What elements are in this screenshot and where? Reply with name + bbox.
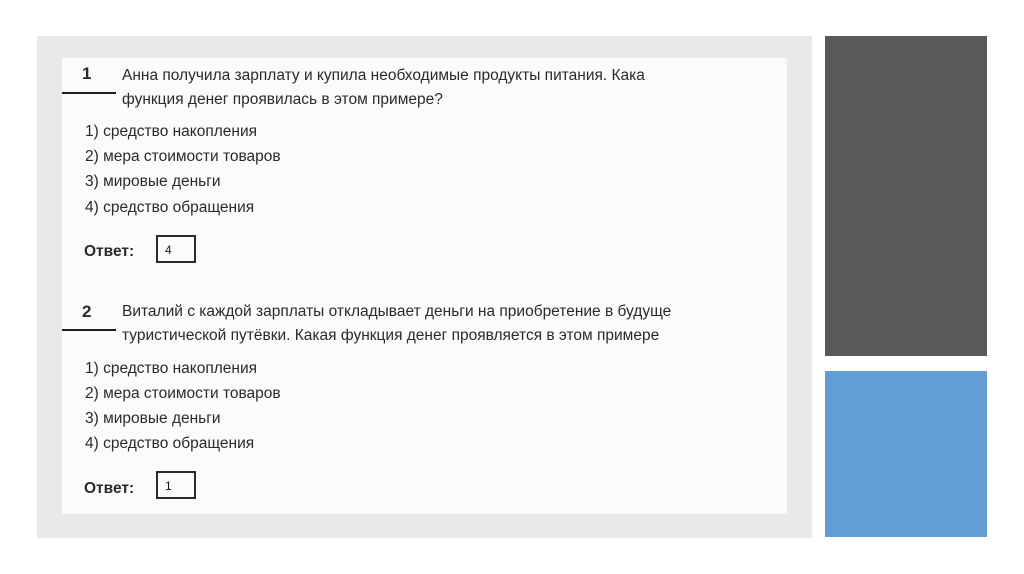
worksheet-image xyxy=(62,58,787,514)
question-1-rule xyxy=(62,92,116,94)
decorative-blue-panel xyxy=(825,371,987,537)
decorative-dark-panel xyxy=(825,36,987,356)
question-1-text-line-2: функция денег проявилась в этом примере? xyxy=(122,91,443,108)
question-2-option-2: 2) мера стоимости товаров xyxy=(85,385,281,402)
question-1-answer-box xyxy=(156,235,196,263)
question-2-rule xyxy=(62,329,116,331)
question-2-answer-value: 1 xyxy=(165,479,172,493)
question-1-answer-value: 4 xyxy=(165,243,172,257)
question-2-option-1: 1) средство накопления xyxy=(85,360,258,377)
question-1-number: 1 xyxy=(82,64,92,83)
question-2-number: 2 xyxy=(82,302,92,321)
question-2-option-4: 4) средство обращения xyxy=(85,435,255,452)
question-1-answer-label: Ответ: xyxy=(84,243,135,260)
question-1-option-4: 4) средство обращения xyxy=(85,199,255,216)
question-1-option-3: 3) мировые деньги xyxy=(85,173,221,190)
question-1-text-line-1: Анна получила зарплату и купила необходимые продукты питания. Кака xyxy=(122,67,645,84)
question-2-text-line-2: туристической путёвки. Какая функция денег проявляется в этом примере xyxy=(122,327,660,344)
question-2-answer-box xyxy=(156,471,196,499)
question-2-answer-label: Ответ: xyxy=(84,480,135,497)
question-2-text-line-1: Виталий с каждой зарплаты откладывает деньги на приобретение в будуще xyxy=(122,303,672,320)
question-1-option-2: 2) мера стоимости товаров xyxy=(85,148,281,165)
question-1-option-1: 1) средство накопления xyxy=(85,123,258,140)
question-2-option-3: 3) мировые деньги xyxy=(85,410,221,427)
